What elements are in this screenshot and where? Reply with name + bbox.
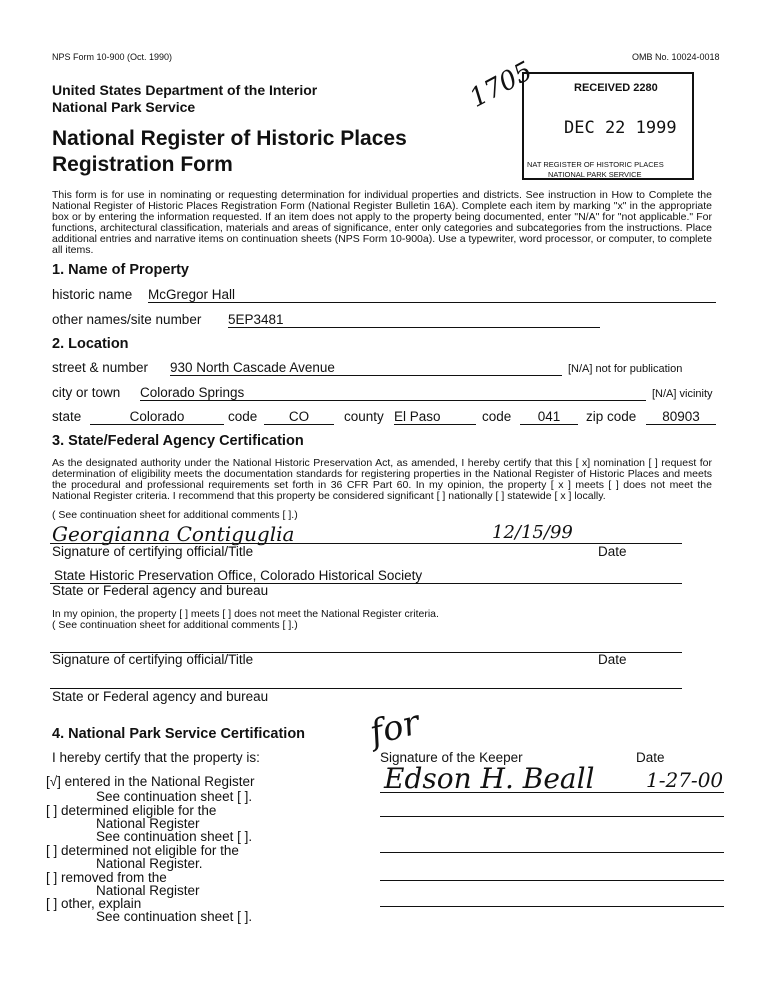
county-value: El Paso: [394, 409, 476, 425]
keeper-line-2: [380, 816, 724, 817]
city-value: Colorado Springs: [140, 385, 646, 401]
option-eligible: [ ] determined eligible for the: [46, 803, 217, 818]
continuation-note-1: ( See continuation sheet for additional comments [ ].): [52, 509, 298, 521]
omb-number: OMB No. 10024-0018: [632, 52, 720, 62]
keeper-line-1: [380, 792, 724, 793]
state-value: Colorado: [90, 409, 224, 425]
option-other-continuation: See continuation sheet [ ].: [96, 909, 253, 924]
form-subtitle: Registration Form: [52, 153, 233, 176]
option-entered: [√] entered in the National Register: [46, 774, 255, 789]
department: United States Department of the Interior: [52, 82, 318, 98]
intro-text: This form is for use in nominating or requesting determination for individual properties and districts. See instruction in How to Complete the National Register of Historic Places Registration Form (National Register Bulletin 16A). Complete each item by marking "x" in the appropriate box or by entering the information requested. If an item does not apply to the property being documented, enter "N/A" for "not applicable." For functions, architectural classification, materials and areas of significance, enter only categories and subcategories from the instructions. Place additional entries and narrative items on continuation sheets (NPS Form 10-900a). Use a typewriter, word processor, or computer, to complete all items.: [52, 189, 712, 256]
historic-name-label: historic name: [52, 287, 133, 302]
for-notation: for: [365, 702, 424, 754]
county-code-label: code: [482, 409, 512, 424]
keeper-date-label: Date: [636, 750, 665, 765]
code-label: code: [228, 409, 258, 424]
other-names-value: 5EP3481: [228, 312, 600, 328]
form-id: NPS Form 10-900 (Oct. 1990): [52, 52, 173, 62]
keeper-line-4: [380, 880, 724, 881]
city-label: city or town: [52, 385, 121, 400]
section-4-heading: 4. National Park Service Certification: [52, 726, 306, 742]
option-not-eligible-sub: National Register.: [96, 856, 203, 871]
stamp-received: RECEIVED 2280: [574, 82, 658, 94]
section-2-heading: 2. Location: [52, 336, 129, 352]
other-names-label: other names/site number: [52, 312, 202, 327]
form-title: National Register of Historic Places: [52, 127, 407, 150]
keeper-line-5: [380, 906, 724, 907]
keeper-label: Signature of the Keeper: [380, 750, 523, 765]
option-other: [ ] other, explain: [46, 896, 142, 911]
section-1-heading: 1. Name of Property: [52, 262, 189, 278]
handwritten-number: 1705: [464, 56, 538, 114]
received-stamp: [522, 72, 694, 180]
date-label-2: Date: [598, 652, 627, 667]
county-code-value: 041: [520, 409, 578, 425]
street-label: street & number: [52, 360, 149, 375]
service: National Park Service: [52, 99, 196, 115]
county-label: county: [344, 409, 384, 424]
option-eligible-continuation: See continuation sheet [ ].: [96, 829, 253, 844]
option-not-eligible: [ ] determined not eligible for the: [46, 843, 239, 858]
stamp-date: DEC 22 1999: [564, 118, 677, 138]
option-entered-continuation: See continuation sheet [ ].: [96, 789, 253, 804]
option-removed-sub: National Register: [96, 883, 200, 898]
certifier-signature: Georgianna Contiguglia: [52, 522, 295, 546]
keeper-signature: Edson H. Beall: [384, 762, 595, 795]
vicinity: [N/A] vicinity: [652, 388, 713, 400]
keeper-line-3: [380, 852, 724, 853]
continuation-note-2: ( See continuation sheet for additional comments [ ].): [52, 619, 298, 631]
certification-text: As the designated authority under the National Historic Preservation Act, as amended, I hereby certify that this [ x] nomination [ ] request for determination of eligibility meets the documentation standards for registering properties in the National Register of Historic Places and meets the procedural and professional requirements set forth in 36 CFR Part 60. In my opinion, the property [ x ] meets [ ] does not meet the National Register criteria. I recommend that this property be considered significant [ ] nationally [ ] statewide [ x ] locally.: [52, 457, 712, 502]
signature-label-1: Signature of certifying official/Title: [52, 544, 254, 559]
zip-value: 80903: [646, 409, 716, 425]
agency-value: State Historic Preservation Office, Colorado Historical Society: [54, 568, 423, 583]
agency-label-2: State or Federal agency and bureau: [52, 689, 269, 704]
stamp-service: NATIONAL PARK SERVICE: [548, 170, 642, 179]
certifier-date: 12/15/99: [492, 522, 573, 543]
code-value: CO: [264, 409, 334, 425]
signature-label-2: Signature of certifying official/Title: [52, 652, 254, 667]
stamp-register: NAT REGISTER OF HISTORIC PLACES: [527, 160, 664, 169]
historic-name-value: McGregor Hall: [148, 287, 716, 303]
date-label-1: Date: [598, 544, 627, 559]
option-eligible-sub: National Register: [96, 816, 200, 831]
option-removed: [ ] removed from the: [46, 870, 167, 885]
zip-label: zip code: [586, 409, 637, 424]
state-label: state: [52, 409, 82, 424]
certify-statement: I hereby certify that the property is:: [52, 750, 260, 765]
keeper-date: 1-27-00: [646, 768, 724, 792]
section-3-heading: 3. State/Federal Agency Certification: [52, 433, 304, 449]
agency-label-1: State or Federal agency and bureau: [52, 583, 269, 598]
opinion-text: In my opinion, the property [ ] meets [ ] does not meet the National Register criteria.: [52, 608, 439, 620]
not-for-publication: [N/A] not for publication: [568, 363, 683, 375]
street-value: 930 North Cascade Avenue: [170, 360, 562, 376]
